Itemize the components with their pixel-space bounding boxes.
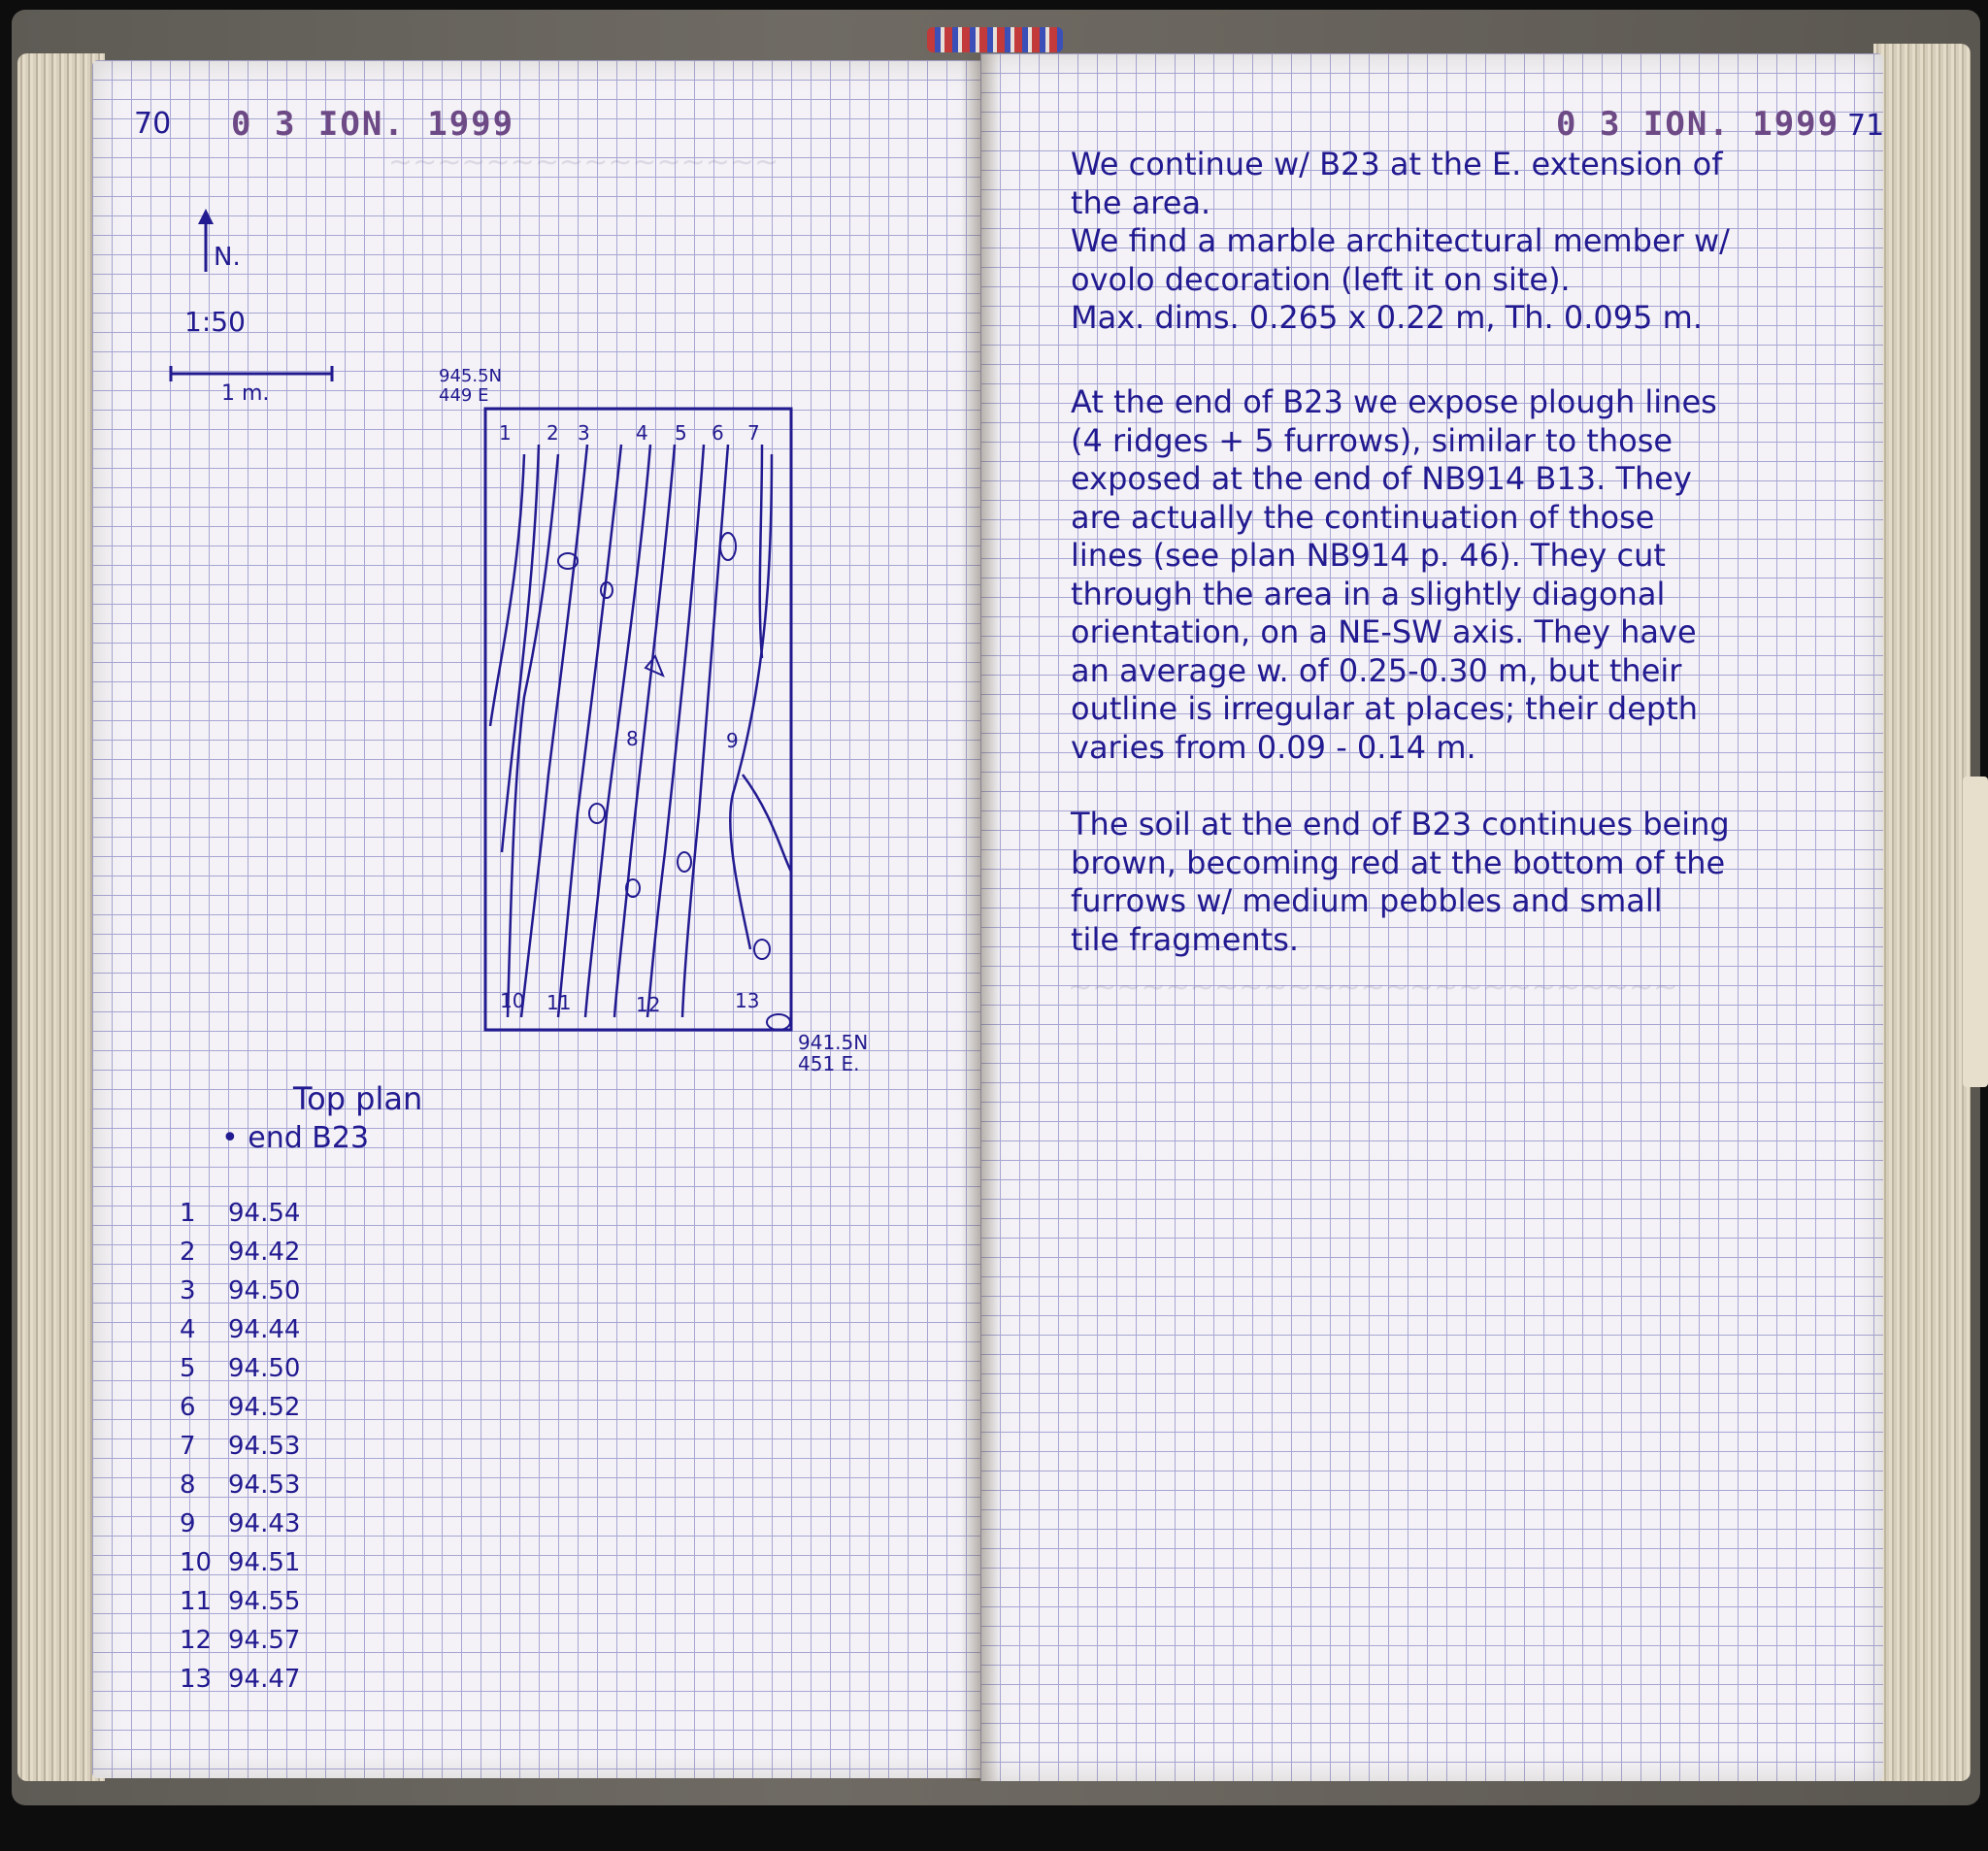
- coord-top: [439, 367, 502, 406]
- table-row: 4 94.44: [180, 1315, 301, 1344]
- text-line: the area.: [1071, 183, 1211, 221]
- table-row: 7 94.53: [180, 1432, 301, 1461]
- coord-bottom: [798, 1032, 868, 1074]
- plough-lines: [490, 445, 791, 1017]
- table-row: 1 94.54: [180, 1199, 301, 1228]
- text-line: an average w. of 0.25-0.30 m, but their: [1071, 651, 1682, 689]
- table-row: 3 94.50: [180, 1276, 301, 1306]
- text-line: varies from 0.09 - 0.14 m.: [1071, 728, 1476, 766]
- plan-number: 13: [735, 989, 760, 1012]
- page-tab: [1963, 777, 1988, 1087]
- plan-number: 1: [499, 421, 512, 445]
- show-through-text: ~~~~~~~~~~~~~~~~: [388, 146, 779, 180]
- text-line: We continue w/ B23 at the E. extension of: [1071, 146, 1723, 182]
- left-page-number: 70: [134, 107, 172, 141]
- plan-number: 4: [636, 421, 648, 445]
- table-row: 12 94.57: [180, 1626, 301, 1655]
- plan-number: 10: [500, 989, 525, 1012]
- scale-bar: [167, 364, 342, 383]
- left-date-stamp: 0 3 IΟΝ. 1999: [231, 105, 515, 144]
- text-line: At the end of B23 we expose plough lines: [1071, 383, 1717, 420]
- table-row: 11 94.55: [180, 1587, 301, 1616]
- coord-north: 941.5N: [798, 1031, 869, 1054]
- scale-label: 1:50: [184, 306, 246, 338]
- text-line: orientation, on a NE-SW axis. They have: [1071, 613, 1697, 650]
- text-line: exposed at the end of NB914 B13. They: [1071, 460, 1692, 497]
- show-through-text: ~~~~~~~~~~~~~~~~~~~~~~~~~: [1068, 971, 1678, 1005]
- page-gutter: [961, 53, 1000, 1781]
- plan-number: 11: [547, 991, 572, 1014]
- scale-bar-label: 1 m.: [221, 381, 270, 406]
- plan-number: 5: [675, 421, 687, 445]
- elevations-table: [180, 1199, 345, 1703]
- plan-numbers: [499, 421, 760, 1016]
- right-page-number: 71: [1847, 109, 1885, 143]
- plan-number: 7: [747, 421, 760, 445]
- text-line: lines (see plan NB914 p. 46). They cut: [1071, 537, 1666, 574]
- table-row: 8 94.53: [180, 1471, 301, 1500]
- plan-caption-title: Top plan: [293, 1080, 423, 1117]
- text-line: outline is irregular at places; their depth: [1071, 690, 1699, 727]
- plan-number: 3: [578, 421, 590, 445]
- text-line: Max. dims. 0.265 x 0.22 m, Th. 0.095 m.: [1071, 299, 1704, 336]
- plan-number: 12: [636, 993, 661, 1016]
- entry-paragraph-1: [1071, 146, 1730, 338]
- page-stack-right: [1873, 44, 1971, 1781]
- text-line: through the area in a slightly diagonal: [1071, 575, 1666, 612]
- text-line: brown, becoming red at the bottom of the: [1071, 843, 1726, 881]
- coord-east: 449 E: [439, 385, 489, 406]
- top-plan-drawing: [480, 406, 801, 1037]
- text-line: tile fragments.: [1071, 920, 1300, 958]
- right-date-stamp: 0 3 IΟΝ. 1999: [1556, 105, 1840, 144]
- feature-outlines: [558, 533, 790, 1030]
- plan-number: 2: [547, 421, 559, 445]
- table-row: 2 94.42: [180, 1238, 301, 1267]
- coord-north: 945.5N: [439, 366, 502, 386]
- plan-number: 6: [712, 421, 724, 445]
- north-label: N.: [214, 243, 241, 272]
- table-row: 13 94.47: [180, 1665, 301, 1694]
- text-line: are actually the continuation of those: [1071, 498, 1655, 536]
- plan-number: 8: [626, 727, 639, 750]
- text-line: ovolo decoration (left it on site).: [1071, 260, 1571, 298]
- text-line: We find a marble architectural member w/: [1071, 222, 1730, 259]
- table-row: 6 94.52: [180, 1393, 301, 1422]
- text-line: furrows w/ medium pebbles and small: [1071, 882, 1663, 919]
- bookmark-ribbon: [927, 27, 1063, 52]
- plan-number: 9: [726, 729, 739, 752]
- plan-caption-sub: • end B23: [221, 1121, 370, 1155]
- entry-paragraph-3: [1071, 806, 1730, 959]
- text-line: The soil at the end of B23 continues being: [1071, 806, 1730, 843]
- text-line: (4 ridges + 5 furrows), similar to those: [1071, 421, 1673, 459]
- table-row: 9 94.43: [180, 1509, 301, 1538]
- entry-paragraph-2: [1071, 383, 1717, 767]
- coord-east: 451 E.: [798, 1052, 860, 1075]
- table-row: 5 94.50: [180, 1354, 301, 1383]
- table-row: 10 94.51: [180, 1548, 301, 1577]
